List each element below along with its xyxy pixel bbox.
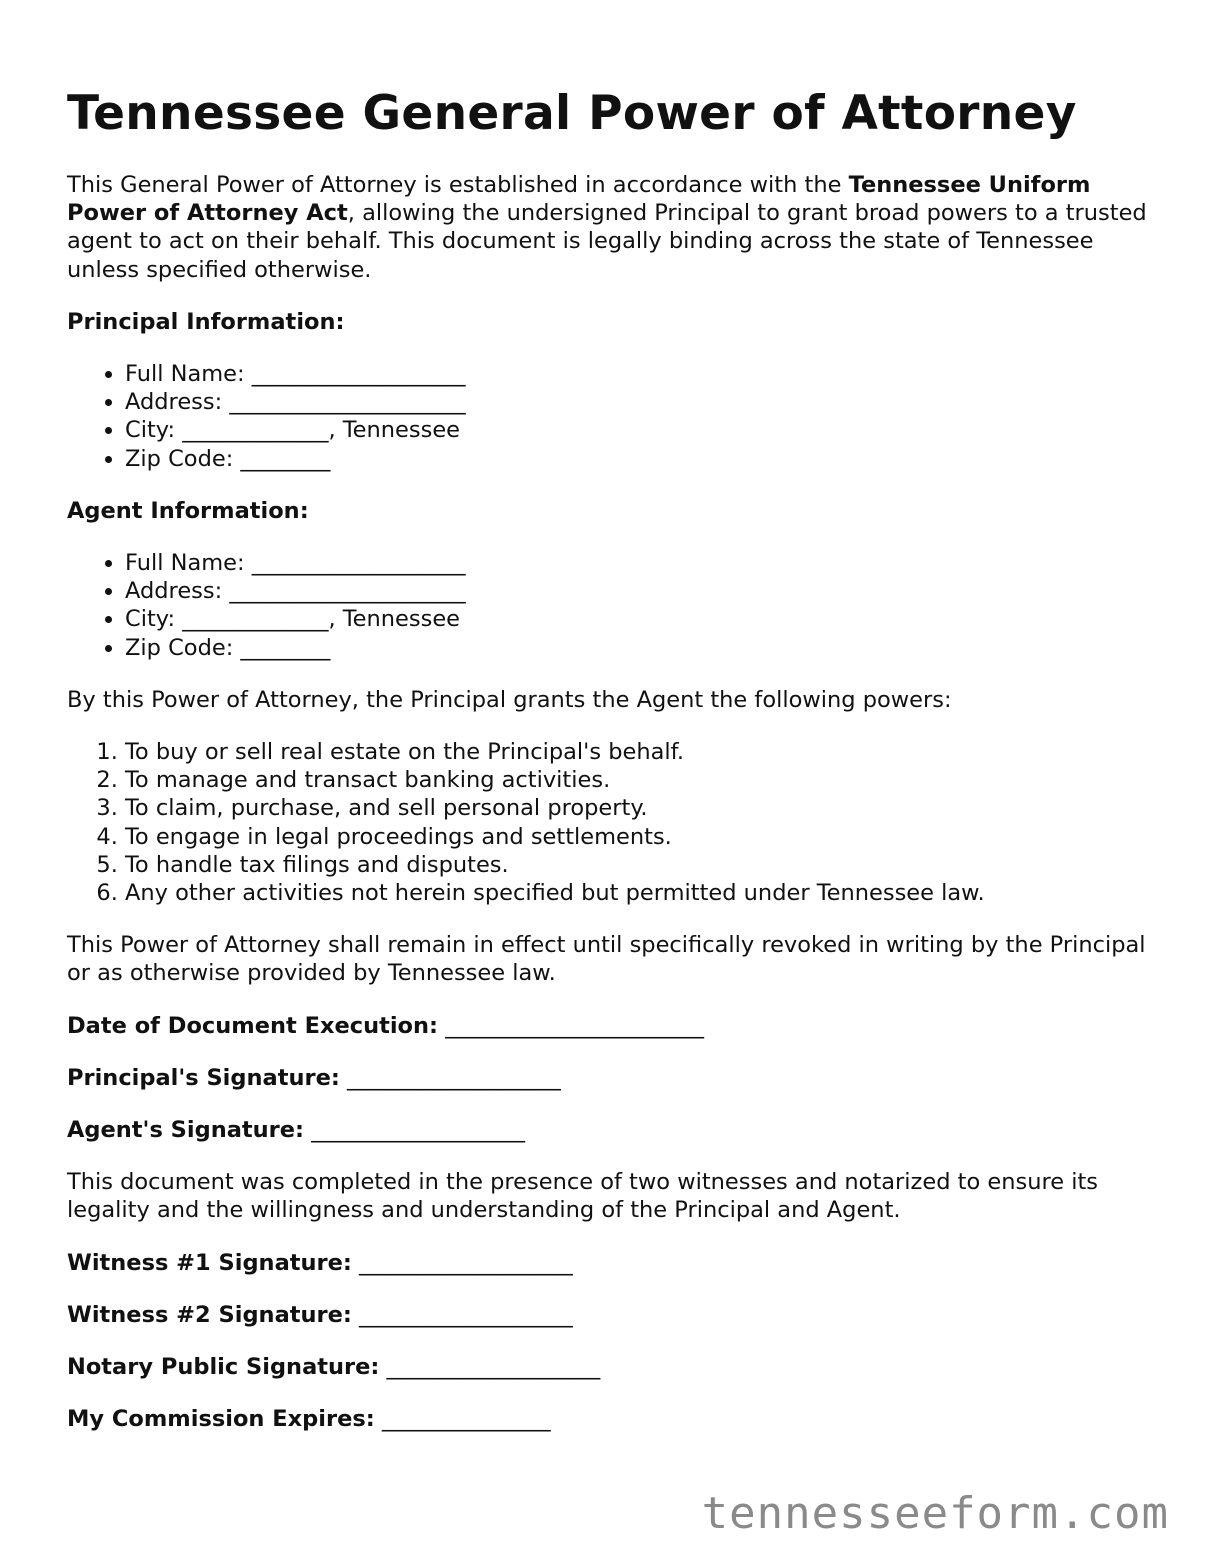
notary-signature-label: Notary Public Signature: [67, 1354, 380, 1381]
commission-expires-blank[interactable]: _______________ [381, 1406, 551, 1433]
document-page [67, 0, 1157, 1434]
power-item: 4. To engage in legal proceedings and settlements. [125, 823, 1157, 851]
execution-date-line[interactable] [67, 1012, 1157, 1040]
intro-paragraph [67, 171, 1157, 284]
intro-text-1: This General Power of Attorney is established in accordance with the [67, 172, 849, 198]
power-item: 5. To handle tax filings and disputes. [125, 851, 1157, 879]
power-item: 2. To manage and transact banking activities. [125, 766, 1157, 794]
principal-signature-blank[interactable]: ___________________ [347, 1064, 561, 1091]
commission-expires-line[interactable] [67, 1405, 1157, 1433]
notary-signature-line[interactable] [67, 1353, 1157, 1381]
witness-paragraph: This document was completed in the presence of two witnesses and notarized to ensure its legality and the willingness and understanding of the Principal and Agent. [67, 1169, 1099, 1224]
agent-signature-label: Agent's Signature: [67, 1117, 305, 1144]
principal-zip-field[interactable]: • Zip Code: ________ [125, 445, 1157, 473]
execution-date-label: Date of Document Execution: [67, 1012, 439, 1039]
principal-heading: Principal Information: [67, 308, 345, 335]
power-item: 3. To claim, purchase, and sell personal property. [125, 794, 1157, 822]
witness1-signature-label: Witness #1 Signature: [67, 1249, 352, 1276]
agent-zip-field[interactable]: • Zip Code: ________ [125, 634, 1157, 662]
witness1-signature-line[interactable] [67, 1249, 1157, 1277]
intro-text-2: , allowing the undersigned Principal to grant broad powers to a trusted agent to act on their behalf. This document is legally binding across the state of Tennessee unless specified otherwise. [67, 200, 1147, 283]
powers-list [67, 738, 1157, 907]
agent-address-field[interactable]: • Address: _____________________ [125, 577, 1157, 605]
witness2-signature-line[interactable] [67, 1301, 1157, 1329]
principal-city-field[interactable]: • City: _____________, Tennessee [125, 416, 1157, 444]
act-name: Tennessee Uniform Power of Attorney Act [67, 172, 1091, 227]
power-item: 1. To buy or sell real estate on the Principal's behalf. [125, 738, 1157, 766]
principal-full-name-field[interactable]: • Full Name: ___________________ [125, 360, 1157, 388]
agent-signature-blank[interactable]: ___________________ [311, 1117, 525, 1144]
agent-city-field[interactable]: • City: _____________, Tennessee [125, 605, 1157, 633]
principal-signature-line[interactable] [67, 1064, 1157, 1092]
agent-signature-line[interactable] [67, 1116, 1157, 1144]
agent-full-name-field[interactable]: • Full Name: ___________________ [125, 549, 1157, 577]
commission-expires-label: My Commission Expires: [67, 1406, 375, 1433]
notary-signature-blank[interactable]: ___________________ [386, 1354, 601, 1381]
execution-date-blank[interactable]: _______________________ [445, 1012, 704, 1039]
watermark-text: tennesseeform.com [701, 1488, 1169, 1539]
principal-fields-list [67, 360, 1157, 473]
powers-intro: By this Power of Attorney, the Principal grants the Agent the following powers: [67, 686, 952, 713]
witness2-signature-blank[interactable]: ___________________ [359, 1301, 573, 1328]
principal-signature-label: Principal's Signature: [67, 1064, 340, 1091]
effect-paragraph: This Power of Attorney shall remain in effect until specifically revoked in writing by the Principal or as otherwise provided by Tennessee law. [67, 932, 1146, 987]
principal-address-field[interactable]: • Address: _____________________ [125, 388, 1157, 416]
agent-heading: Agent Information: [67, 497, 309, 524]
witness2-signature-label: Witness #2 Signature: [67, 1301, 352, 1328]
document-title: Tennessee General Power of Attorney [67, 86, 1077, 141]
power-item: 6. Any other activities not herein specified but permitted under Tennessee law. [125, 879, 1157, 907]
agent-fields-list [67, 549, 1157, 662]
witness1-signature-blank[interactable]: ___________________ [359, 1249, 573, 1276]
